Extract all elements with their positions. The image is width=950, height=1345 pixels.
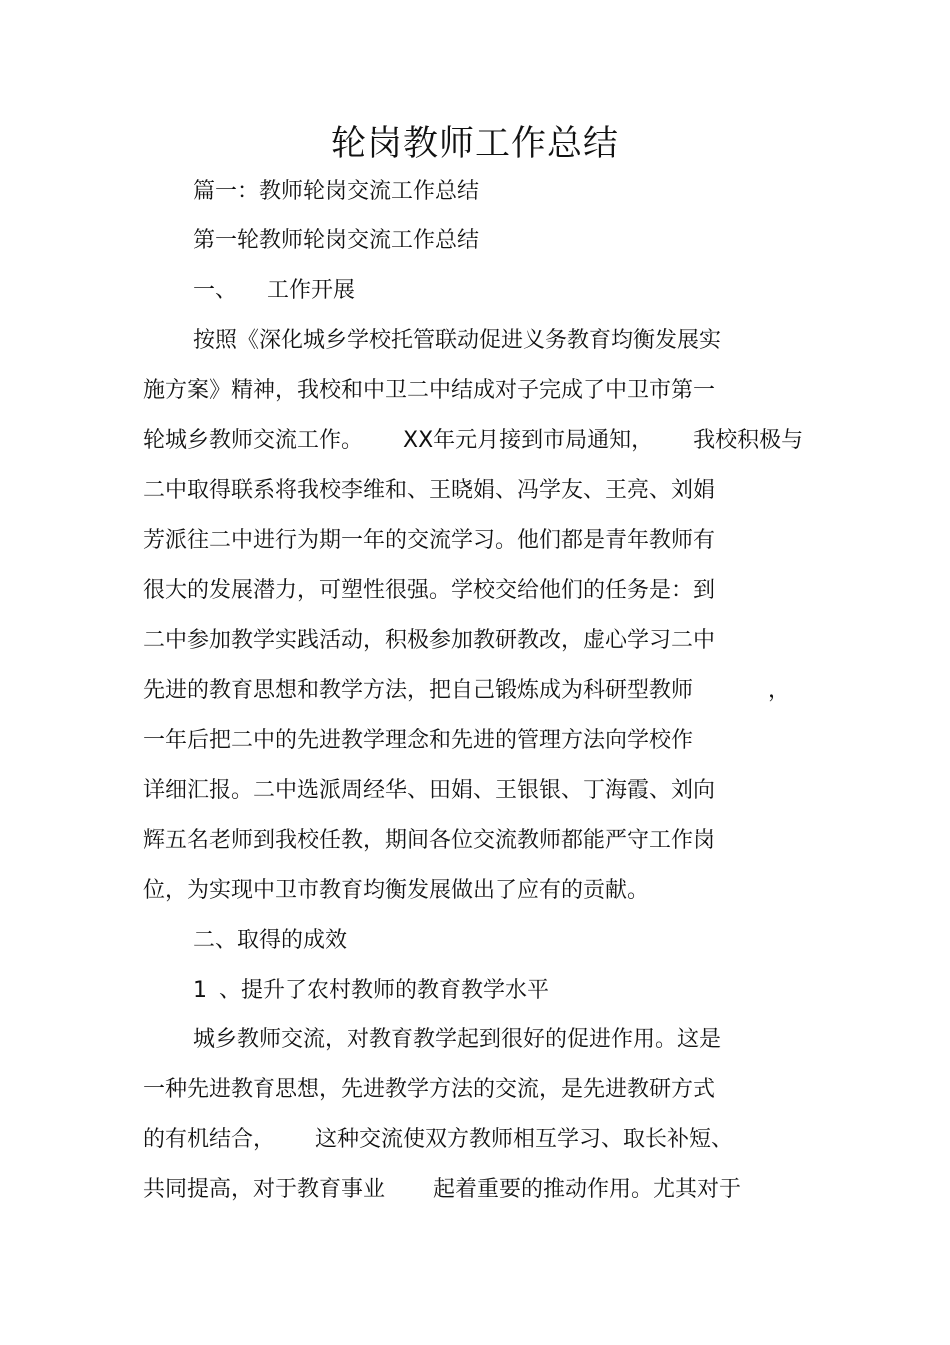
paragraph-line: 辉五名老师到我校任教，期间各位交流教师都能严守工作岗	[143, 828, 716, 853]
section-number: 一、	[193, 278, 238, 303]
paragraph-line: 很大的发展潜力，可塑性很强。学校交给他们的任务是：到	[143, 578, 716, 603]
document-title: 轮岗教师工作总结	[330, 124, 619, 164]
section-heading-2: 二、取得的成效	[193, 928, 348, 953]
subsection-title: 、提升了农村教师的教育教学水平	[219, 978, 550, 1003]
paragraph-line: 施方案》精神，我校和中卫二中结成对子完成了中卫市第一	[143, 378, 716, 403]
heading-round: 第一轮教师轮岗交流工作总结	[193, 228, 480, 253]
paragraph-line: 二中参加教学实践活动，积极参加教研教改，虚心学习二中	[143, 628, 716, 653]
paragraph-line: 轮城乡教师交流工作。 XX年元月接到市局通知， 我校积极与	[143, 428, 804, 453]
paragraph-line: 一年后把二中的先进教学理念和先进的管理方法向学校作	[143, 728, 694, 753]
paragraph-line: 芳派往二中进行为期一年的交流学习。他们都是青年教师有	[143, 528, 716, 553]
paragraph-line: 先进的教育思想和教学方法，把自己锻炼成为科研型教师 ，	[143, 678, 791, 703]
subsection-number: 1	[193, 978, 207, 1003]
section-title: 工作开展	[267, 278, 356, 303]
paragraph-line: 位，为实现中卫市教育均衡发展做出了应有的贡献。	[143, 878, 650, 903]
paragraph-line: 按照《深化城乡学校托管联动促进义务教育均衡发展实	[193, 328, 722, 353]
subsection-heading-1	[193, 975, 549, 1007]
paragraph-line: 共同提高，对于教育事业 起着重要的推动作用。尤其对于	[143, 1177, 742, 1202]
paragraph-line: 的有机结合， 这种交流使双方教师相互学习、取长补短、	[143, 1127, 734, 1152]
paragraph-line: 一种先进教育思想，先进教学方法的交流，是先进教研方式	[143, 1077, 716, 1102]
paragraph-line: 二中取得联系将我校李维和、王晓娟、冯学友、王亮、刘娟	[143, 478, 716, 503]
heading-part: 篇一：教师轮岗交流工作总结	[193, 179, 480, 204]
paragraph-line: 城乡教师交流，对教育教学起到很好的促进作用。这是	[193, 1027, 722, 1052]
section-heading-1	[193, 275, 355, 307]
paragraph-line: 详细汇报。二中选派周经华、田娟、王银银、丁海霞、刘向	[143, 778, 716, 803]
